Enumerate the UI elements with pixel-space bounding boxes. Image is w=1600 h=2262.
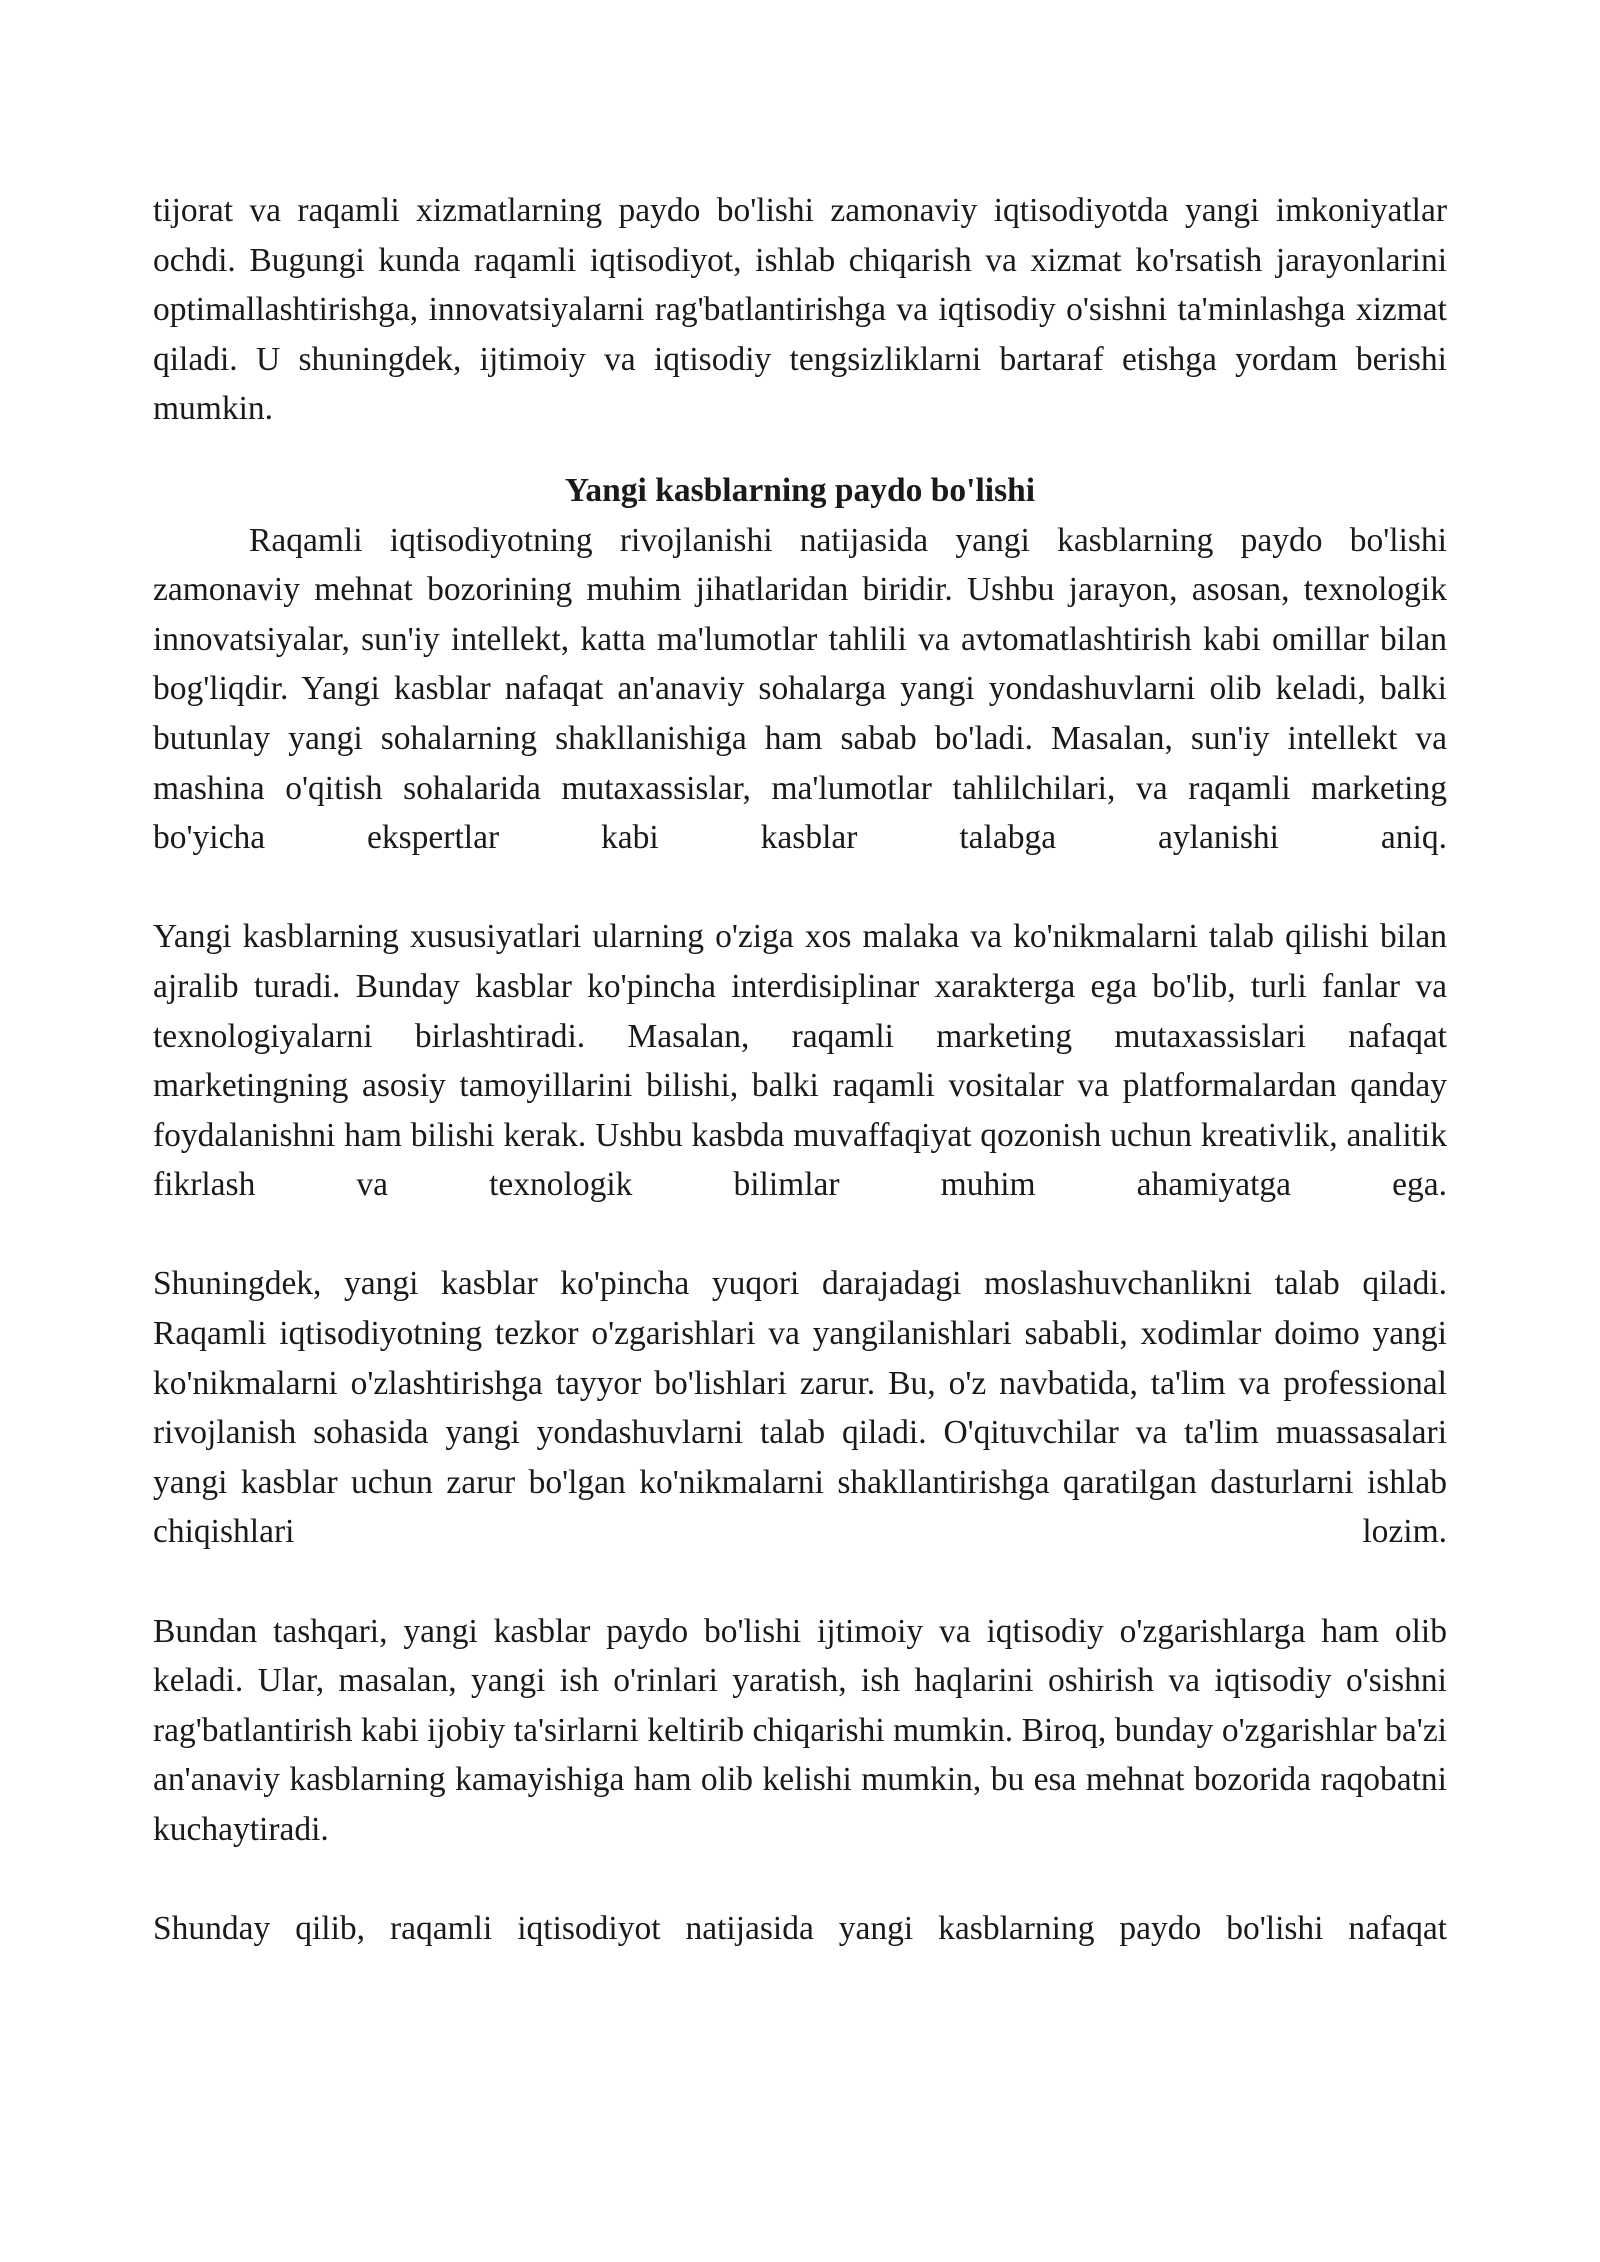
spacer [153, 863, 1447, 913]
paragraph-intro-end: tijorat va raqamli xizmatlarning paydo bo'lishi zamonaviy iqtisodiyotda yangi imkoniyatlar ochdi. Bugungi kunda raqamli iqtisodiyot, ishlab chiqarish va xizmat ko'rsatish jarayonlarini optimallashtirishga, innovatsiyalarni rag'batlantirishga va iqtisodiy o'sishni ta'minlashga xizmat qiladi. U shuningdek, ijtimoiy va iqtisodiy tengsizliklarni bartaraf etishga yordam berishi mumkin. [153, 192, 1447, 428]
paragraph-3: Shuningdek, yangi kasblar ko'pincha yuqori darajadagi moslashuvchanlikni talab qiladi. Raqamli iqtisodiyotning tezkor o'zgarishlari va yangilanishlari sababli, xodimlar doimo yangi ko'nikmalarni o'zlashtirishga tayyor bo'lishlari zarur. Bu, o'z navbatida, ta'lim va professional rivojlanish sohasida yangi yondashuvlarni talab qiladi. O'qituvchilar va ta'lim muassasalari yangi kasblar uchun zarur bo'lgan ko'nikmalarni shakllantirishga qaratilgan dasturlarni ishlab chiqishlari lozim. [153, 1265, 1447, 1551]
spacer [153, 1855, 1447, 1905]
spacer [153, 434, 1447, 466]
document-page [153, 186, 1447, 1954]
spacer [153, 1557, 1447, 1607]
section-heading: Yangi kasblarning paydo bo'lishi [564, 471, 1036, 509]
paragraph-4: Bundan tashqari, yangi kasblar paydo bo'lishi ijtimoiy va iqtisodiy o'zgarishlarga ham olib keladi. Ular, masalan, yangi ish o'rinlari yaratish, ish haqlarini oshirish va iqtisodiy o'sishni rag'batlantirish kabi ijobiy ta'sirlarni keltirib chiqarishi mumkin. Biroq, bunday o'zgarishlar ba'zi an'anaviy kasblarning kamayishiga ham olib kelishi mumkin, bu esa mehnat bozorida raqobatni kuchaytiradi. [153, 1612, 1447, 1848]
spacer [153, 1210, 1447, 1260]
paragraph-2: Yangi kasblarning xususiyatlari ularning o'ziga xos malaka va ko'nikmalarni talab qilishi bilan ajralib turadi. Bunday kasblar ko'pincha interdisiplinar xarakterga ega bo'lib, turli fanlar va texnologiyalarni birlashtiradi. Masalan, raqamli marketing mutaxassislari nafaqat marketingning asosiy tamoyillarini bilishi, balki raqamli vositalar va platformalardan qanday foydalanishni ham bilishi kerak. Ushbu kasbda muvaffaqiyat qozonish uchun kreativlik, analitik fikrlash va texnologik bilimlar muhim ahamiyatga ega. [153, 918, 1447, 1204]
paragraph-5-start: Shunday qilib, raqamli iqtisodiyot natijasida yangi kasblarning paydo bo'lishi nafaqat [153, 1910, 1447, 1948]
paragraph-1: Raqamli iqtisodiyotning rivojlanishi natijasida yangi kasblarning paydo bo'lishi zamonaviy mehnat bozorining muhim jihatlaridan biridir. Ushbu jarayon, asosan, texnologik innovatsiyalar, sun'iy intellekt, katta ma'lumotlar tahlili va avtomatlashtirish kabi omillar bilan bog'liqdir. Yangi kasblar nafaqat an'anaviy sohalarga yangi yondashuvlarni olib keladi, balki butunlay yangi sohalarning shakllanishiga ham sabab bo'ladi. Masalan, sun'iy intellekt va mashina o'qitish sohalarida mutaxassislar, ma'lumotlar tahlilchilari, va raqamli marketing bo'yicha ekspertlar kabi kasblar talabga aylanishi aniq. [153, 521, 1447, 857]
